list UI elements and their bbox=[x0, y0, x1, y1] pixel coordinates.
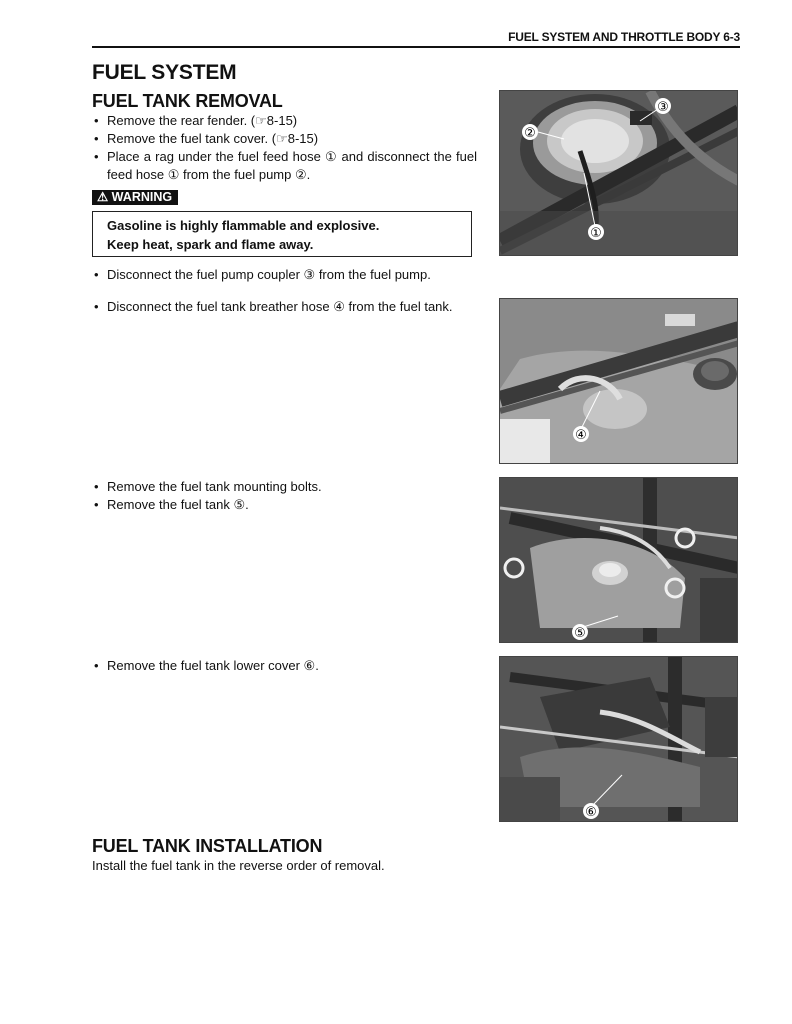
lower-cover-step-list bbox=[92, 657, 492, 675]
callout-3: ③ bbox=[657, 100, 669, 115]
breather-step-list bbox=[92, 298, 492, 316]
photo-breather-hose bbox=[499, 298, 738, 464]
warning-line-2: Keep heat, spark and flame away. bbox=[107, 237, 314, 252]
header-text: FUEL SYSTEM AND THROTTLE BODY 6-3 bbox=[508, 30, 740, 44]
photo-lower-cover bbox=[499, 656, 738, 822]
photo-fuel-tank bbox=[499, 477, 738, 643]
photo-breather-hose-art bbox=[500, 299, 738, 464]
installation-heading: FUEL TANK INSTALLATION bbox=[92, 836, 323, 856]
photo-fuel-pump-art bbox=[500, 91, 738, 256]
mounting-steps-list bbox=[92, 478, 492, 514]
step-remove-tank-cover: • Remove the fuel tank cover. (☞8-15) bbox=[92, 130, 477, 148]
step-disconnect-feed-hose: • Place a rag under the fuel feed hose ① and disconnect the fuel feed hose ① from the fuel pump ②. bbox=[92, 148, 477, 184]
warning-label: ⚠ WARNING bbox=[92, 190, 178, 205]
callout-6: ⑥ bbox=[585, 805, 597, 820]
page-title: FUEL SYSTEM bbox=[92, 61, 237, 84]
callout-1: ① bbox=[590, 226, 602, 241]
callout-5: ⑤ bbox=[574, 626, 586, 641]
header-rule bbox=[92, 46, 740, 48]
callout-4: ④ bbox=[575, 428, 587, 443]
page-header bbox=[92, 28, 740, 46]
coupler-step-list bbox=[92, 266, 492, 284]
step-disconnect-breather-hose: • Disconnect the fuel tank breather hose ④ from the fuel tank. bbox=[92, 298, 492, 316]
installation-text: Install the fuel tank in the reverse order of removal. bbox=[92, 858, 385, 873]
removal-heading: FUEL TANK REMOVAL bbox=[92, 91, 283, 111]
warning-box bbox=[92, 211, 472, 257]
callout-2: ② bbox=[524, 126, 536, 141]
step-remove-lower-cover: • Remove the fuel tank lower cover ⑥. bbox=[92, 657, 492, 675]
step-remove-fuel-tank: • Remove the fuel tank ⑤. bbox=[92, 496, 492, 514]
photo-fuel-tank-art bbox=[500, 478, 738, 643]
photo-lower-cover-art bbox=[500, 657, 738, 822]
photo-fuel-pump bbox=[499, 90, 738, 256]
removal-steps-list bbox=[92, 112, 477, 184]
step-disconnect-coupler: • Disconnect the fuel pump coupler ③ from the fuel pump. bbox=[92, 266, 492, 284]
step-remove-mounting-bolts: • Remove the fuel tank mounting bolts. bbox=[92, 478, 492, 496]
step-remove-rear-fender: • Remove the rear fender. (☞8-15) bbox=[92, 112, 477, 130]
warning-line-1: Gasoline is highly flammable and explosive. bbox=[107, 218, 380, 233]
